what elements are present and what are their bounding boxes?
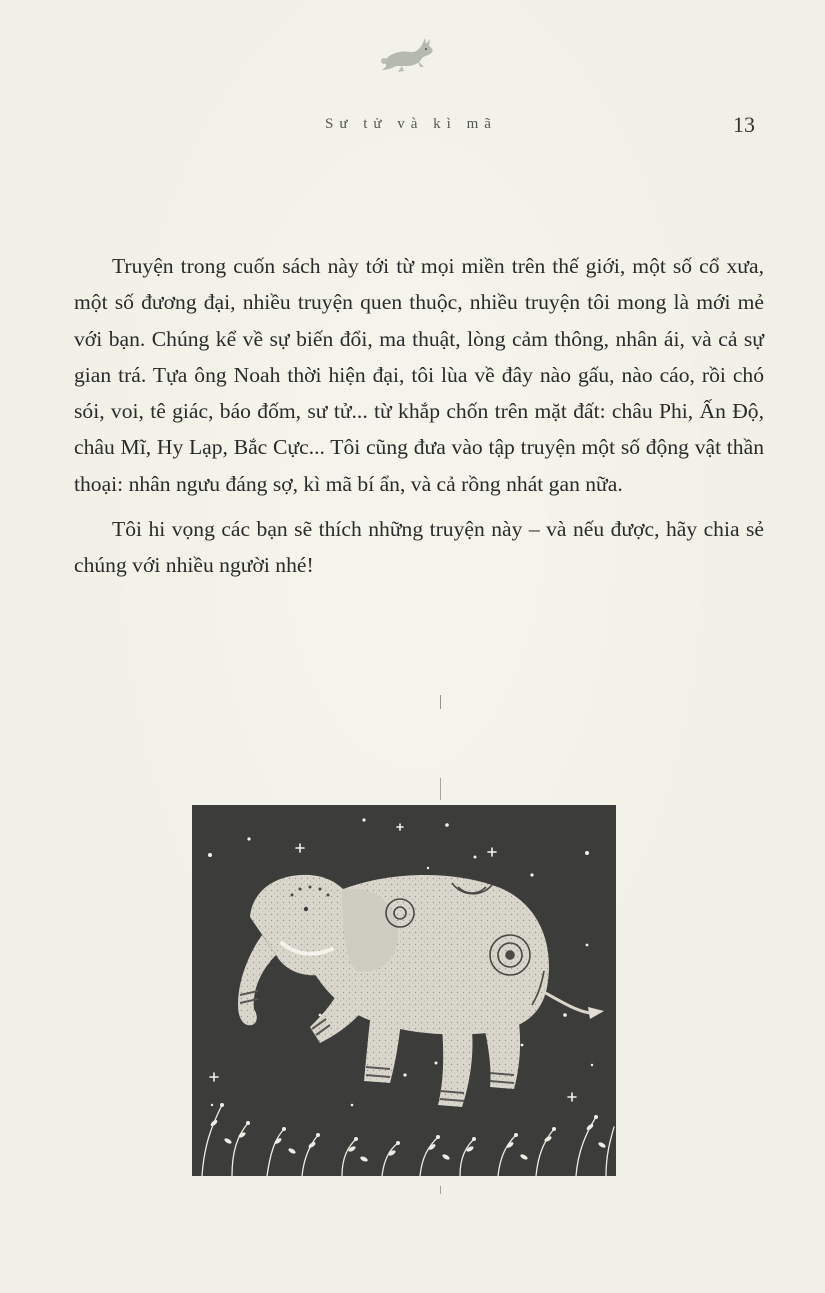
fold-mark-top	[440, 695, 441, 709]
rabbit-icon	[378, 34, 438, 78]
running-title: Sư tử và kì mã	[325, 116, 497, 132]
paragraph-2: Tôi hi vọng các bạn sẽ thích những truyện này – và nếu được, hãy chia sẻ chúng với nhiều người nhé!	[74, 517, 764, 578]
fold-mark-middle	[440, 778, 441, 800]
fold-mark-bottom	[440, 1186, 441, 1194]
paragraph-1: Truyện trong cuốn sách này tới từ mọi miền trên thế giới, một số cổ xưa, một số đương đại, nhiều truyện quen thuộc, nhiều truyện tôi mong là mới mẻ với bạn. Chúng kể về sự biến đổi, ma thuật, lòng cảm thông, nhân ái, và cả sự gian trá. Tựa ông Noah thời hiện đại, tôi lùa về đây nào gấu, nào cáo, rồi chó sói, voi, tê giác, báo đốm, sư tử... từ khắp chốn trên mặt đất: châu Phi, Ấn Độ, châu Mĩ, Hy Lạp, Bắc Cực... Tôi cũng đưa vào tập truyện một số động vật thần thoại: nhân ngưu đáng sợ, kì mã bí ẩn, và cả rồng nhát gan nữa.	[74, 254, 764, 496]
body-text	[74, 248, 764, 584]
elephant-illustration	[192, 805, 616, 1176]
page-number: 13	[733, 112, 755, 137]
